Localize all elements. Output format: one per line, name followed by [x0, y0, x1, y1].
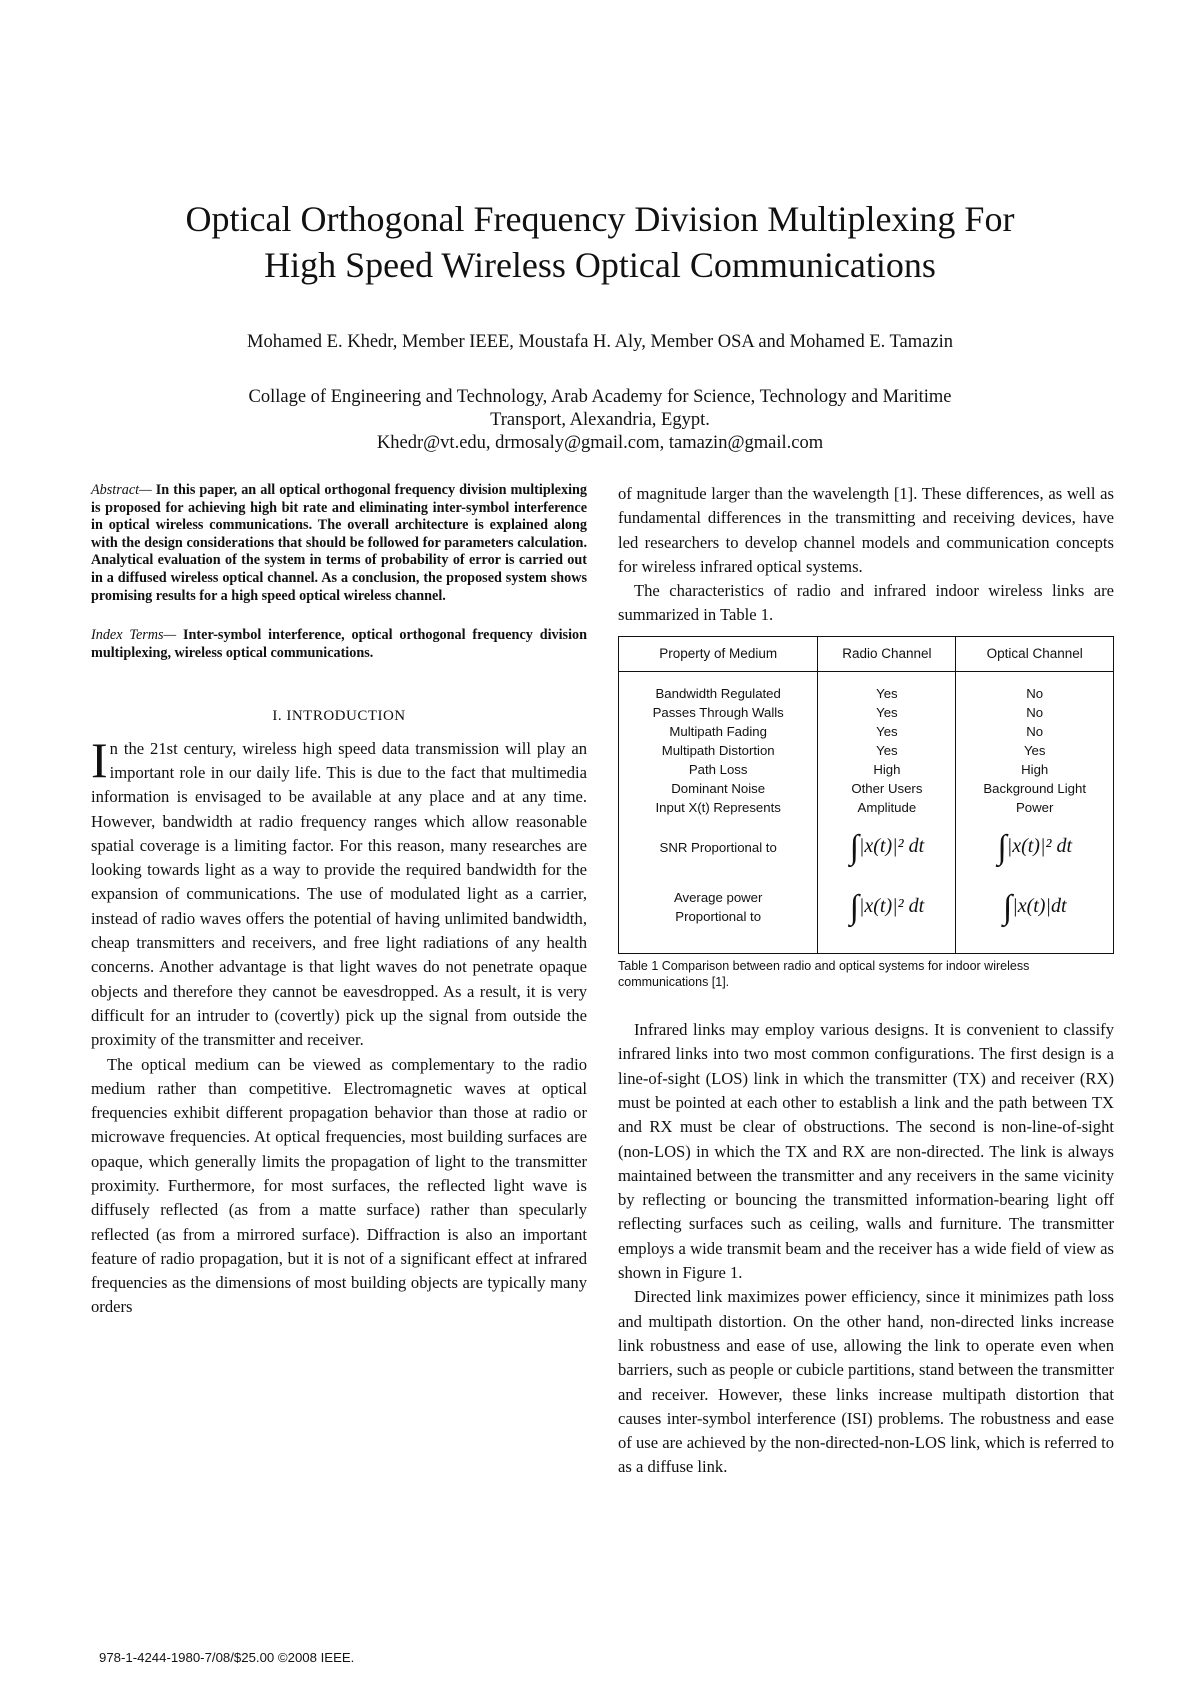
snr-optical-formula	[956, 817, 1114, 877]
section-heading-introduction: I. INTRODUCTION	[272, 708, 406, 725]
affiliation-line-2: Transport, Alexandria, Egypt.	[490, 410, 710, 430]
table-cell: Yes	[818, 722, 956, 741]
affiliation-line-1: Collage of Engineering and Technology, Arab Academy for Science, Technology and Maritime	[248, 387, 952, 407]
table-row	[619, 703, 1114, 722]
table-row	[619, 741, 1114, 760]
formula-text: |x(t)|² dt	[858, 895, 925, 918]
table-cell: Power	[956, 798, 1114, 817]
table-cell: Yes	[818, 703, 956, 722]
table-row	[619, 760, 1114, 779]
table-cell: Background Light	[956, 779, 1114, 798]
table-cell: Yes	[818, 672, 956, 704]
table-row	[619, 672, 1114, 704]
comparison-table	[618, 636, 1114, 954]
integral-symbol: ∫	[997, 828, 1007, 866]
title-line-2: High Speed Wireless Optical Communications	[264, 245, 936, 285]
table-cell: Multipath Distortion	[619, 741, 818, 760]
table-cell: Passes Through Walls	[619, 703, 818, 722]
table-header-row	[619, 636, 1114, 671]
right-paragraph-3: Infrared links may employ various designs. It is convenient to classify infrared links into two most common configurations. The first design is a line-of-sight (LOS) link in which the transmitter (TX) and receiver (RX) must be pointed at each other to establish a link and the path between TX and RX must be clear of obstructions. The second is non-line-of-sight (non-LOS) in which the TX and RX are non-directed. The link is always maintained between the transmitter and any receivers in the same vicinity by reflecting or bouncing the transmitted information-bearing light off reflecting surfaces such as ceiling, walls and furniture. The transmitter employs a wide transmit beam and the receiver has a wide field of view as shown in Figure 1.	[618, 1020, 1114, 1283]
formula-text: |x(t)|² dt	[858, 835, 925, 858]
paper-title	[60, 196, 1140, 288]
title-line-1: Optical Orthogonal Frequency Division Multiplexing For	[185, 199, 1015, 239]
table-cell: Bandwidth Regulated	[619, 672, 818, 704]
formula-text: |x(t)|² dt	[1006, 835, 1073, 858]
left-column	[91, 482, 587, 1320]
intro-paragraph-2: The optical medium can be viewed as complementary to the radio medium rather than competitive. Electromagnetic waves at optical frequencies exhibit different propagation behavior than those at radio or microwave frequencies. At optical frequencies, most building surfaces are opaque, which generally limits the propagation of light to the transmitter proximity. Furthermore, for most surfaces, the reflected light wave is diffusely reflected (as from a matte surface) rather than specularly reflected (as from a mirrored surface). Diffraction is also an important feature of radio propagation, but it is not of a significant effect at infrared frequencies as the dimensions of most building objects are typically many orders	[91, 1054, 587, 1317]
intro-paragraph-1	[91, 731, 587, 1053]
table-cell: High	[956, 760, 1114, 779]
table-cell: Input X(t) Represents	[619, 798, 818, 817]
table-cell: No	[956, 703, 1114, 722]
table-cell: Yes	[956, 741, 1114, 760]
table-row	[619, 798, 1114, 817]
copyright-footer: 978-1-4244-1980-7/08/$25.00 ©2008 IEEE.	[99, 1650, 355, 1665]
table-cell: Dominant Noise	[619, 779, 818, 798]
intro-paragraph-1-text: n the 21st century, wireless high speed data transmission will play an important role in our daily life. This is due to the fact that multimedia information is envisaged to be available at any place and at any time. However, bandwidth at radio frequency ranges which allow reasonable spatial coverage is a limiting factor. For this reason, many researches are looking towards light as a way to provide the required bandwidth for the expansion of communications. The use of modulated light as a carrier, instead of radio waves offers the potential of having unlimited bandwidth, cheap transmitters and receivers, and free light radiations of any health concerns. Another advantage is that light waves do not penetrate opaque objects and therefore they cannot be eavesdropped. As a result, it is very difficult for an intruder to (covertly) pick up the signal from outside the proximity of the transmitter and receiver.	[91, 738, 587, 1050]
table-cell: No	[956, 672, 1114, 704]
right-column	[618, 482, 1114, 1480]
right-paragraph-2: The characteristics of radio and infrared indoor wireless links are summarized in Table 1.	[618, 581, 1114, 625]
abstract-text: In this paper, an all optical orthogonal frequency division multiplexing is proposed for achieving high bit rate and eliminating inter-symbol interference in optical wireless communications. The overall architecture is explained along with the design considerations that should be followed for parameters calculation. Analytical evaluation of the system in terms of probability of error is carried out in a diffused wireless optical channel. As a conclusion, the proposed system shows promising results for a high speed optical wireless channel.	[91, 482, 587, 604]
table-cell: Yes	[818, 741, 956, 760]
author-emails: Khedr@vt.edu, drmosaly@gmail.com, tamazin@gmail.com	[376, 433, 824, 453]
index-terms-lead: Index Terms—	[91, 627, 177, 644]
right-paragraph-1: of magnitude larger than the wavelength [1]. These differences, as well as fundamental differences in the transmitting and receiving devices, have led researchers to develop channel models and communication concepts for wireless infrared optical systems.	[618, 484, 1114, 576]
snr-radio-formula	[818, 817, 956, 877]
table-cell: Amplitude	[818, 798, 956, 817]
avg-optical-formula	[956, 877, 1114, 954]
abstract	[91, 482, 587, 605]
table-caption: Table 1 Comparison between radio and optical systems for indoor wireless communications [1].	[618, 959, 1030, 990]
table-header-cell: Optical Channel	[956, 636, 1114, 671]
integral-symbol: ∫	[849, 888, 859, 926]
index-terms	[91, 627, 587, 662]
author-list: Mohamed E. Khedr, Member IEEE, Moustafa H. Aly, Member OSA and Mohamed E. Tamazin	[247, 332, 953, 352]
integral-symbol: ∫	[1002, 888, 1013, 926]
table-cell: Multipath Fading	[619, 722, 818, 741]
table-cell: SNR Proportional to	[619, 817, 818, 877]
table-row-snr	[619, 817, 1114, 877]
table-cell: Other Users	[818, 779, 956, 798]
avg-radio-formula	[818, 877, 956, 954]
table-row-average-power	[619, 877, 1114, 954]
abstract-lead: Abstract—	[91, 482, 152, 498]
right-paragraph-4: Directed link maximizes power efficiency, since it minimizes path loss and multipath distortion. On the other hand, non-directed links increase link robustness and ease of use, allowing the link to operate even when barriers, such as people or cubicle partitions, stand between the transmitter and receiver. However, these links increase multipath distortion that causes inter-symbol interference (ISI) problems. The robustness and ease of use are achieved by the non-directed-non-LOS link, which is referred to as a diffuse link.	[618, 1287, 1114, 1477]
affiliation-block	[60, 386, 1140, 455]
table-header-cell: Property of Medium	[619, 636, 818, 671]
index-terms-text: Inter-symbol interference, optical orthogonal frequency division multiplexing, wireless optical communications.	[91, 627, 588, 661]
formula-text: |x(t)|dt	[1012, 895, 1067, 918]
avg-label-line-2: Proportional to	[675, 909, 762, 925]
table-cell: High	[818, 760, 956, 779]
table-cell	[619, 877, 818, 954]
avg-label-line-1: Average power	[673, 890, 763, 906]
table-cell: Path Loss	[619, 760, 818, 779]
table-row	[619, 722, 1114, 741]
drop-cap: I	[91, 731, 108, 788]
table-row	[619, 779, 1114, 798]
integral-symbol: ∫	[849, 828, 859, 866]
table-cell: No	[956, 722, 1114, 741]
table-header-cell: Radio Channel	[818, 636, 956, 671]
